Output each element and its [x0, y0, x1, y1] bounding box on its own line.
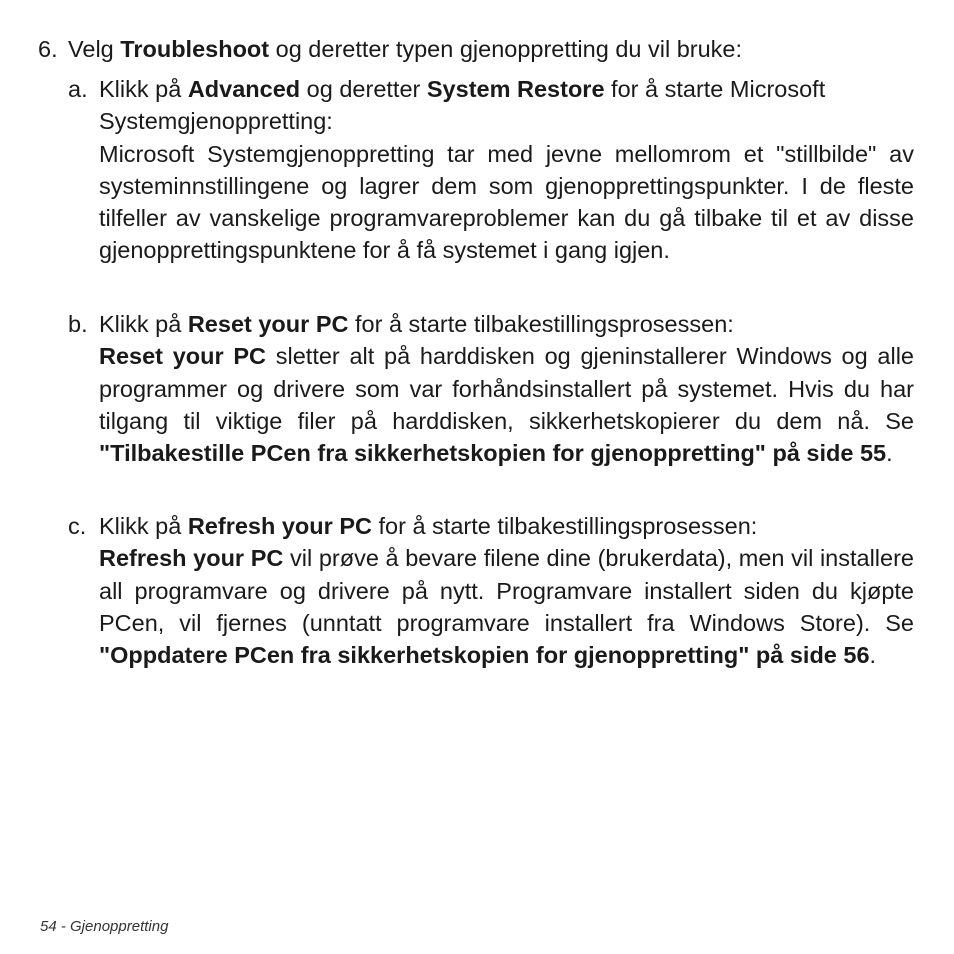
heading-text: Klikk på: [99, 513, 188, 539]
heading-text: Klikk på: [99, 311, 188, 337]
sub-item-paragraph: Microsoft Systemgjenoppretting tar med jevne mellomrom et "stillbilde" av systeminnstillingene og lagrer dem som gjenopprettingspunkter. I de fleste tilfeller av vanskelige programvareproblemer kan du gå tilbake til et av disse gjenopprettingspunktene for å få systemet i gang igjen.: [99, 140, 914, 264]
step-6: [38, 33, 918, 65]
sub-item-letter: b.: [68, 311, 88, 337]
paragraph-end: .: [869, 642, 877, 669]
step-number: 6.: [38, 36, 58, 62]
sub-item-heading: [99, 73, 914, 138]
cross-reference-link[interactable]: "Oppdatere PCen fra sikkerhetskopien for gjenoppretting" på side 56: [99, 642, 870, 669]
heading-bold-reset: Reset your PC: [187, 311, 349, 337]
heading-text: for å starte tilbakestillingsprosessen:: [371, 513, 758, 539]
sub-item-heading: [99, 510, 914, 542]
sub-item-a: [68, 73, 914, 267]
paragraph-end: .: [886, 440, 893, 467]
paragraph-bold-term: Refresh your PC: [99, 545, 284, 572]
paragraph-text: vil prøve å bevare filene dine (brukerdata), men vil installere all programvare og drivere på nytt. Programvare installert siden du kjøpte PCen, vil fjernes (unntatt programvare installert fra Windows Store). Se: [99, 545, 914, 636]
sub-item-b: [68, 308, 914, 469]
sub-item-letter: c.: [68, 513, 87, 539]
heading-bold-system-restore: System Restore: [426, 76, 605, 102]
sub-item-letter: a.: [68, 76, 88, 102]
step-text-post: og deretter typen gjenoppretting du vil bruke:: [269, 36, 743, 62]
paragraph-bold-term: Reset your PC: [99, 343, 267, 370]
cross-reference-link[interactable]: "Tilbakestille PCen fra sikkerhetskopien for gjenoppretting" på side 55: [99, 440, 887, 467]
heading-text: for å starte tilbakestillingsprosessen:: [348, 311, 734, 337]
heading-text: Klikk på: [99, 76, 188, 102]
sub-item-paragraph: [99, 542, 914, 671]
heading-bold-refresh: Refresh your PC: [187, 513, 372, 539]
paragraph-text: sletter alt på harddisken og gjeninstallerer Windows og alle programmer og drivere som var forhåndsinstallert på systemet. Hvis du har tilgang til viktige filer på harddisken, sikkerhetskopierer du dem nå. Se: [99, 343, 914, 434]
step-text-pre: Velg: [68, 36, 121, 62]
heading-bold-advanced: Advanced: [187, 76, 301, 102]
step-text-bold: Troubleshoot: [120, 36, 270, 62]
page-footer: 54 - Gjenoppretting: [40, 918, 169, 935]
sub-item-c: [68, 510, 914, 671]
heading-text: for å starte Microsoft Systemgjenoppretting:: [99, 76, 826, 135]
heading-text: og deretter: [300, 76, 427, 102]
sub-item-paragraph: [99, 340, 914, 469]
sub-item-heading: [99, 308, 914, 340]
